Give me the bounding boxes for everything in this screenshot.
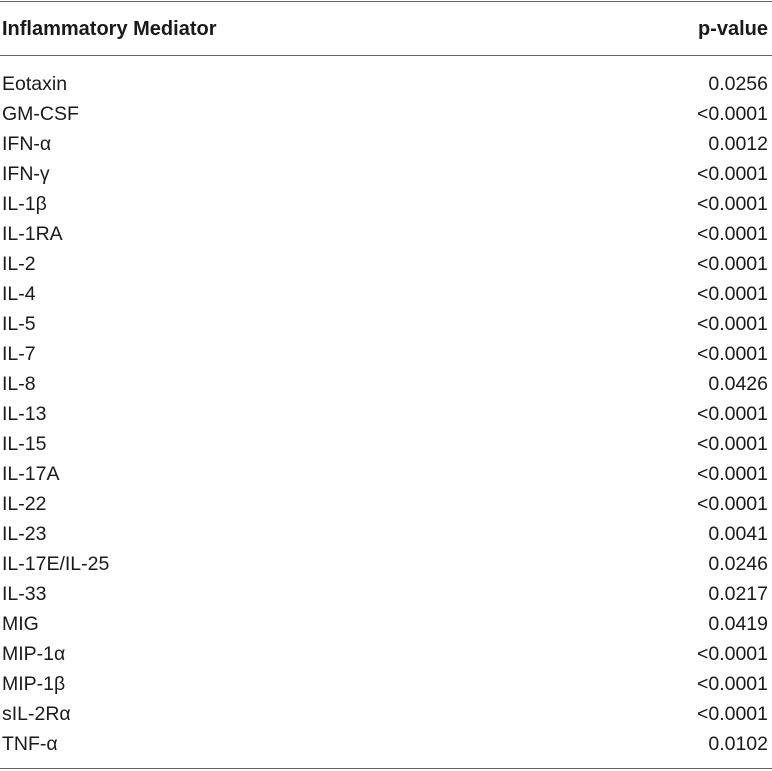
- pvalue-cell: <0.0001: [696, 493, 768, 515]
- table-row: [0, 399, 772, 429]
- pvalue-cell: 0.0256: [708, 73, 768, 95]
- header-pvalue: p-value: [697, 18, 768, 40]
- table-row: [0, 219, 772, 249]
- table-row: [0, 159, 772, 189]
- table-row: [0, 339, 772, 369]
- table-row: [0, 579, 772, 609]
- pvalue-cell: <0.0001: [696, 163, 768, 185]
- pvalue-cell: 0.0426: [708, 373, 768, 395]
- mediator-cell: IL-5: [2, 313, 36, 335]
- pvalue-cell: 0.0102: [708, 733, 768, 755]
- table-row: [0, 519, 772, 549]
- mediator-cell: IL-23: [2, 523, 47, 545]
- mediator-cell: IL-4: [2, 283, 36, 305]
- table-row: [0, 369, 772, 399]
- pvalue-cell: <0.0001: [696, 403, 768, 425]
- mediator-cell: IL-2: [2, 253, 36, 275]
- mediator-cell: IFN-α: [2, 133, 52, 155]
- table-row: [0, 429, 772, 459]
- table-body: [0, 69, 772, 759]
- table-row: [0, 309, 772, 339]
- table-row: [0, 189, 772, 219]
- pvalue-cell: <0.0001: [696, 223, 768, 245]
- table-header-row: [0, 14, 772, 44]
- pvalue-cell: 0.0419: [708, 613, 768, 635]
- table-row: [0, 489, 772, 519]
- table-row: [0, 129, 772, 159]
- pvalue-cell: <0.0001: [696, 703, 768, 725]
- table-row: [0, 99, 772, 129]
- pvalue-cell: 0.0246: [708, 553, 768, 575]
- table-row: [0, 69, 772, 99]
- pvalue-cell: <0.0001: [696, 283, 768, 305]
- table-row: [0, 669, 772, 699]
- table-row: [0, 699, 772, 729]
- mediator-cell: IL-33: [2, 583, 47, 605]
- mediator-cell: IL-17A: [2, 463, 60, 485]
- table-row: [0, 729, 772, 759]
- pvalue-cell: <0.0001: [696, 193, 768, 215]
- pvalue-cell: <0.0001: [696, 433, 768, 455]
- header-mediator: Inflammatory Mediator: [2, 18, 217, 40]
- mediator-cell: MIP-1α: [2, 643, 66, 665]
- table-top-rule: [0, 1, 772, 2]
- table-row: [0, 609, 772, 639]
- mediator-cell: IL-17E/IL-25: [2, 553, 110, 575]
- mediator-cell: IFN-γ: [2, 163, 50, 185]
- mediator-cell: IL-22: [2, 493, 47, 515]
- mediator-cell: IL-1β: [2, 193, 47, 215]
- mediator-cell: IL-15: [2, 433, 47, 455]
- table-row: [0, 639, 772, 669]
- mediator-cell: TNF-α: [2, 733, 58, 755]
- mediator-cell: IL-7: [2, 343, 36, 365]
- pvalue-cell: <0.0001: [696, 463, 768, 485]
- pvalue-cell: <0.0001: [696, 673, 768, 695]
- pvalue-cell: 0.0012: [708, 133, 768, 155]
- table-row: [0, 249, 772, 279]
- table-row: [0, 279, 772, 309]
- mediator-cell: Eotaxin: [2, 73, 68, 95]
- mediator-cell: IL-13: [2, 403, 47, 425]
- mediator-cell: MIP-1β: [2, 673, 66, 695]
- pvalue-cell: 0.0217: [708, 583, 768, 605]
- table-bottom-rule: [0, 768, 772, 769]
- pvalue-cell: <0.0001: [696, 643, 768, 665]
- pvalue-cell: 0.0041: [708, 523, 768, 545]
- table-row: [0, 549, 772, 579]
- mediator-cell: GM-CSF: [2, 103, 79, 125]
- pvalue-cell: <0.0001: [696, 313, 768, 335]
- pvalue-cell: <0.0001: [696, 253, 768, 275]
- mediator-cell: sIL-2Rα: [2, 703, 71, 725]
- mediator-cell: MIG: [2, 613, 39, 635]
- table-header-rule: [0, 55, 772, 56]
- pvalue-cell: <0.0001: [696, 343, 768, 365]
- pvalue-cell: <0.0001: [696, 103, 768, 125]
- mediator-cell: IL-1RA: [2, 223, 63, 245]
- table-row: [0, 459, 772, 489]
- mediator-cell: IL-8: [2, 373, 36, 395]
